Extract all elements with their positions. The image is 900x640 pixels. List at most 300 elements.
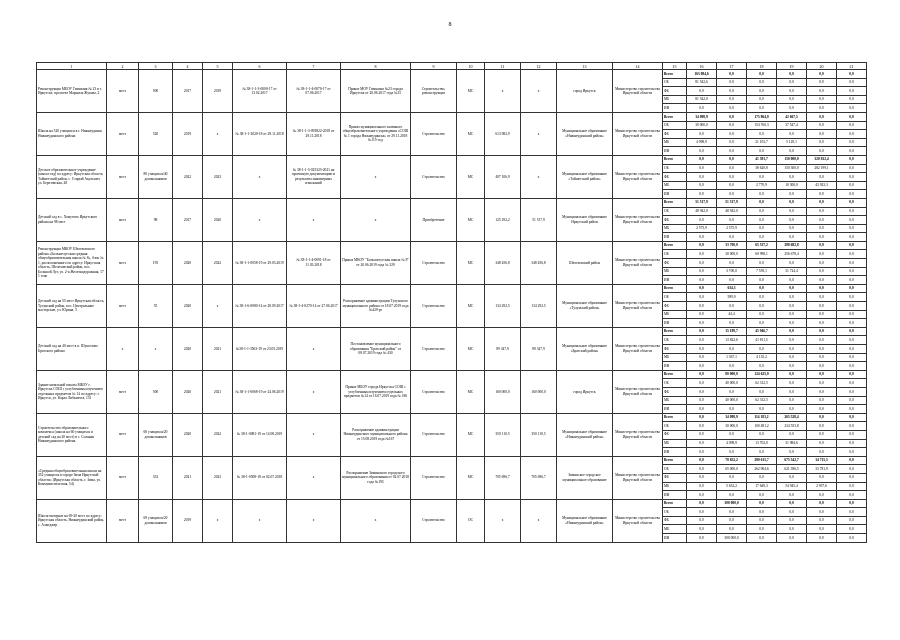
funding-value: 0,0 [717,516,747,525]
funding-value: 0,0 [717,121,747,130]
cell-c14: Министерство строительства Иркутской области [613,499,663,542]
funding-value: 34 715,5 [807,456,837,465]
funding-value: 288 682,8 [777,241,807,250]
funding-source: ИИ [663,276,687,285]
funding-value: 0,0 [777,379,807,388]
funding-value: 0,0 [837,302,867,311]
funding-value: 0,0 [837,181,867,190]
cell-c6: х [233,499,287,542]
table-body [37,63,867,543]
funding-value: 4 098,9 [687,138,717,147]
funding-value: 0,0 [807,387,837,396]
funding-source: ФБ [663,173,687,182]
funding-source: МБ [663,267,687,276]
funding-value: 0,0 [777,525,807,534]
funding-value: 0,0 [807,190,837,199]
column-header: 20 [807,63,837,70]
cell-c6: № 38-1-6-0080-14 от 28.09.2017 [233,284,287,327]
funding-value: 31 724,4 [777,267,807,276]
funding-value: 0,0 [717,181,747,190]
funding-value: 0,0 [777,95,807,104]
cell-c7: х [287,370,341,413]
funding-value: 0,0 [717,345,747,354]
funding-value: 0,0 [807,525,837,534]
funding-value: 0,0 [837,413,867,422]
funding-value: 0,0 [837,112,867,121]
funding-value: 34 098,9 [687,112,717,121]
cell-c4: 2020 [173,284,203,327]
cell-c4: 2021 [173,456,203,499]
funding-value: 0,0 [807,370,837,379]
funding-value: 300 000,0 [717,534,747,543]
funding-value: 0,0 [747,473,777,482]
funding-value: 65 537,2 [747,241,777,250]
funding-value: 0,0 [717,70,747,79]
funding-value: 0,0 [687,104,717,113]
funding-value: 48 942,0 [717,207,747,216]
funding-value: 0,0 [777,396,807,405]
cell-c8: Распоряжение администрации Нижнеудинского муниципального района от 15.08.2019 года №167 [341,413,411,456]
cell-c4: 2022 [173,155,203,198]
funding-source: Всего [663,284,687,293]
funding-value: 10 300,0 [777,181,807,190]
funding-value: 0,0 [837,345,867,354]
funding-value: 0,0 [807,250,837,259]
cell-c4: 2020 [173,370,203,413]
funding-value: 0,0 [807,138,837,147]
cell-c9: Приобретение [411,198,457,241]
table-row [37,284,867,293]
cell-c9: Строительство [411,413,457,456]
funding-value: 0,0 [807,78,837,87]
funding-value: 0,0 [837,370,867,379]
funding-value: 0,0 [747,147,777,156]
cell-c14: Министерство строительства Иркутской области [613,370,663,413]
funding-source: ФБ [663,87,687,96]
column-header: 1 [37,63,107,70]
funding-value: 0,0 [777,370,807,379]
funding-value: 0,0 [687,302,717,311]
column-header: 12 [521,63,557,70]
cell-c5: 2021 [203,370,233,413]
funding-value: 0,0 [777,276,807,285]
funding-source: ФБ [663,516,687,525]
cell-c4: 2017 [173,70,203,113]
funding-value: 0,0 [747,345,777,354]
funding-value: 0,0 [807,233,837,242]
funding-value: 0,0 [747,525,777,534]
funding-value: 0,0 [837,190,867,199]
funding-value: 0,0 [717,233,747,242]
funding-value: 4 098,9 [717,439,747,448]
funding-source: ФБ [663,259,687,268]
funding-value: 37 547,4 [777,121,807,130]
funding-value: 154 760,3 [747,121,777,130]
funding-value: 0,0 [687,87,717,96]
funding-value: 0,0 [807,241,837,250]
funding-value: 40 000,0 [717,379,747,388]
cell-c10: МС [457,112,485,155]
funding-source: ФБ [663,387,687,396]
column-header: 17 [717,63,747,70]
funding-value: 0,0 [807,207,837,216]
cell-c13: Муниципальное образование «Нижнеудинский район» [557,112,613,155]
column-header: 2 [107,63,139,70]
funding-value: 2 575,9 [717,224,747,233]
cell-c6: № 38-1-0508-18 от 02.07.2018 [233,456,287,499]
funding-value: 0,0 [837,319,867,328]
funding-value: 0,0 [687,276,717,285]
funding-value: 0,0 [807,95,837,104]
funding-value: 0,0 [837,499,867,508]
funding-value: 0,0 [837,396,867,405]
funding-value: 0,0 [747,362,777,371]
cell-c9: Строительство [411,241,457,284]
funding-value: 0,0 [837,353,867,362]
funding-value: 0,0 [837,276,867,285]
cell-c9: Строительство, реконструкция [411,70,457,113]
cell-c4: 2017 [173,198,203,241]
funding-value: 0,0 [807,439,837,448]
cell-c3: 80 учащихся/40 дошкольников [139,155,173,198]
cell-c12: 705 696,7 [521,456,557,499]
cell-c9: Строительство [411,284,457,327]
funding-value: 0,0 [687,379,717,388]
funding-value: 0,0 [837,207,867,216]
cell-c8: х [341,499,411,542]
funding-value: 0,0 [807,353,837,362]
funding-source: ФБ [663,473,687,482]
cell-c5: х [203,499,233,542]
funding-value: 0,0 [747,70,777,79]
funding-value: 60 998,1 [747,250,777,259]
cell-c5: х [203,112,233,155]
funding-value: 0,0 [717,508,747,517]
funding-value: 0,0 [747,104,777,113]
funding-value: 0,0 [807,302,837,311]
funding-value: 0,0 [687,456,717,465]
funding-source: Всего [663,112,687,121]
funding-value: 0,0 [687,362,717,371]
cell-c6: № 38-1-1-3020-18 от 29.11.2018 [233,112,287,155]
cell-c14: Министерство строительства Иркутской области [613,413,663,456]
funding-value: 0,0 [777,491,807,500]
cell-c11: 407 106,9 [485,155,521,198]
funding-value: 34 098,9 [717,413,747,422]
column-header: 11 [485,63,521,70]
funding-source: ИИ [663,190,687,199]
funding-value: 0,0 [837,439,867,448]
funding-value: 0,0 [837,70,867,79]
funding-value: 3 700,0 [717,267,747,276]
funding-value: 0,0 [687,413,717,422]
cell-c13: Муниципальное образование Иркутский район [557,198,613,241]
funding-value: 0,0 [837,241,867,250]
funding-value: 0,0 [807,216,837,225]
funding-source: ИИ [663,104,687,113]
cell-c3: 500 [139,370,173,413]
funding-value: 0,0 [807,422,837,431]
funding-source: ИИ [663,405,687,414]
cell-c2: мест [107,370,139,413]
funding-value: 0,0 [837,95,867,104]
funding-value: 54 945,4 [777,482,807,491]
cell-c4: 2019 [173,499,203,542]
funding-value: 5 652,2 [717,482,747,491]
funding-value: 0,0 [747,78,777,87]
funding-value: 0,0 [807,224,837,233]
funding-value: 0,0 [777,293,807,302]
cell-c8: Приказ МОУ Гимназия №23 города Иркутска от 20.06.2017 года №15 [341,70,411,113]
funding-source: Всего [663,370,687,379]
funding-value: 0,0 [777,224,807,233]
funding-value: 0,0 [687,516,717,525]
funding-source: ОБ [663,465,687,474]
table-row [37,70,867,79]
funding-value: 0,0 [837,130,867,139]
funding-value: 0,0 [717,387,747,396]
funding-value: 0,0 [837,327,867,336]
cell-c4: 2020 [173,413,203,456]
cell-c10: МС [457,241,485,284]
cell-c12: 350 110,5 [521,413,557,456]
funding-source: МБ [663,396,687,405]
funding-value: 0,0 [837,259,867,268]
funding-source: ИИ [663,491,687,500]
funding-value: 0,0 [717,130,747,139]
cell-c7: № 38-1-1-3-025323-2021 на проектную документацию и результаты инженерных изысканий [287,155,341,198]
cell-c11: х [485,70,521,113]
funding-value: 2 575,9 [687,224,717,233]
funding-source: ФБ [663,216,687,225]
cell-c12: 89 347,9 [521,327,557,370]
funding-source: ОБ [663,207,687,216]
funding-source: МБ [663,439,687,448]
funding-value: 0,0 [717,473,747,482]
funding-value: 0,0 [777,508,807,517]
cell-c10: МС [457,284,485,327]
funding-value: 0,0 [747,387,777,396]
cell-c14: Министерство строительства Иркутской области [613,198,663,241]
funding-value: 0,0 [807,327,837,336]
funding-value: 0,0 [687,284,717,293]
funding-source: ОБ [663,379,687,388]
funding-value: 150 000,0 [777,155,807,164]
funding-value: 175 864,0 [747,112,777,121]
cell-c4: 2019 [173,112,203,155]
cell-c11: 160 000,0 [485,370,521,413]
table-row [37,198,867,207]
column-header: 16 [687,63,717,70]
funding-value: 0,0 [777,207,807,216]
funding-value: 44,4 [717,310,747,319]
funding-source: ОБ [663,293,687,302]
funding-source: ОБ [663,78,687,87]
funding-value: 0,0 [777,336,807,345]
cell-c2: мест [107,284,139,327]
funding-source: ОБ [663,164,687,173]
column-header: 6 [233,63,287,70]
cell-c8: Приказ муниципального казенного общеобразовательного учреждения «СОШ № 1 города Нижнеудинска» от 29.11.2018 №115-осд [341,112,411,155]
funding-value: 0,0 [837,430,867,439]
funding-source: ФБ [663,130,687,139]
funding-value: 0,0 [747,491,777,500]
cell-c14: Министерство строительства Иркутской области [613,327,663,370]
column-header: 14 [613,63,663,70]
cell-c14: Министерство строительства Иркутской области [613,70,663,113]
funding-value: 0,0 [687,293,717,302]
funding-value: 100 481,2 [747,422,777,431]
funding-value: 0,0 [777,173,807,182]
funding-value: 0,0 [777,353,807,362]
funding-value: 30 000,0 [717,250,747,259]
funding-value: 0,0 [717,173,747,182]
funding-value: 0,0 [747,284,777,293]
funding-value: 163 084,6 [687,70,717,79]
funding-value: 0,0 [687,233,717,242]
cell-c7: х [287,327,341,370]
funding-value: 0,0 [807,147,837,156]
cell-c2: мест [107,456,139,499]
funding-value: 0,0 [837,224,867,233]
funding-source: ИИ [663,233,687,242]
cell-c11: 350 110,5 [485,413,521,456]
funding-value: 13 822,6 [717,336,747,345]
funding-value: 0,0 [837,233,867,242]
funding-value: 0,0 [777,534,807,543]
funding-value: 0,0 [747,224,777,233]
funding-value: 0,0 [777,430,807,439]
funding-value: 124 625,0 [747,370,777,379]
cell-c3: 69 учащихся/20 дошкольников [139,499,173,542]
funding-source: ИИ [663,147,687,156]
column-header: 18 [747,63,777,70]
cell-c8: Распоряжение администрации Тулунского муниципального района от 18.07.2019 года №429-рг [341,284,411,327]
funding-value: 0,0 [747,310,777,319]
cell-c6: № 38-1-1-0068-19 от 24.06.2019 [233,370,287,413]
funding-value: 81 542,6 [687,78,717,87]
funding-value: 0,0 [837,293,867,302]
funding-value: 0,0 [837,534,867,543]
cell-c13: Зиминское городское муниципальное образование [557,456,613,499]
cell-c10: МС [457,327,485,370]
funding-source: ОБ [663,121,687,130]
funding-value: 0,0 [807,130,837,139]
column-header: 4 [173,63,203,70]
column-header: 7 [287,63,341,70]
column-header: 9 [411,63,457,70]
funding-value: 0,0 [807,70,837,79]
cell-c7: х [287,456,341,499]
funding-value: 0,0 [837,508,867,517]
cell-c1: Реконструкция МБОУ Гимназия № 23 в г. Иркутске, проспект Маршала Жукова, 2 [37,70,107,113]
funding-value: 0,0 [687,422,717,431]
funding-value: 0,0 [717,104,747,113]
funding-source: ФБ [663,430,687,439]
funding-source: МБ [663,310,687,319]
cell-c3: 195 [139,241,173,284]
funding-value: 0,0 [687,491,717,500]
funding-value: 0,0 [747,198,777,207]
funding-value: 0,0 [687,448,717,457]
funding-source: ИИ [663,362,687,371]
cell-c12: 160 000,0 [521,370,557,413]
funding-value: 0,0 [687,147,717,156]
funding-value: 280 615,7 [747,456,777,465]
cell-c6: № 38-1-0081-19 от 14.08.2019 [233,413,287,456]
funding-value: 0,0 [747,95,777,104]
funding-value: 589,9 [717,293,747,302]
cell-c1: Детское образовательное учреждение (школа-сад) по адресу: Иркутская область, Тайшетский район, с. Старый Акульшет, ул. Березовская, 28 [37,155,107,198]
funding-value: 0,0 [837,516,867,525]
funding-value: 0,0 [687,216,717,225]
funding-value: 0,0 [837,448,867,457]
funding-value: 0,0 [717,78,747,87]
funding-value: 0,0 [837,379,867,388]
funding-value: 0,0 [747,173,777,182]
cell-c3: 60 учащихся/20 дошкольников [139,413,173,456]
funding-value: 634,3 [717,284,747,293]
cell-c1: Здание начальной школы МБОУ г. Иркутска СОШ с углубленным изучением отдельных предметов № 14 по адресу: г. Иркутск, ул. Карла Либкнехта, 131 [37,370,107,413]
cell-c7: № 38-1-1-3-093822-2018 от 29.11.2018 [287,112,341,155]
funding-source: ОБ [663,336,687,345]
funding-value: 33 781,9 [807,465,837,474]
cell-c5: х [203,284,233,327]
funding-value: 70 652,2 [717,456,747,465]
funding-value: 0,0 [777,284,807,293]
funding-value: 30 000,0 [717,422,747,431]
funding-source: ОБ [663,250,687,259]
funding-value: 0,0 [687,439,717,448]
funding-value: 2 957,6 [807,482,837,491]
funding-value: 5 120,1 [777,138,807,147]
funding-value: 0,0 [837,491,867,500]
funding-value: 0,0 [837,250,867,259]
funding-value: 65 000,0 [717,465,747,474]
cell-c7: № 38-1-1-4-0091-18 от 11.03.2018 [287,241,341,284]
funding-source: МБ [663,482,687,491]
funding-value: 0,0 [807,534,837,543]
funding-value: 45 946,7 [747,327,777,336]
cell-c9: Строительство [411,499,457,542]
funding-value: 0,0 [807,104,837,113]
funding-value: 0,0 [807,345,837,354]
cell-c10: МС [457,413,485,456]
funding-value: 0,0 [747,293,777,302]
funding-value: 0,0 [747,499,777,508]
funding-value: 0,0 [687,482,717,491]
cell-c2: мест [107,241,139,284]
cell-c10: МС [457,370,485,413]
funding-value: 0,0 [747,207,777,216]
funding-value: 0,0 [807,267,837,276]
cell-c1: Детский сад на 55 мест Иркутская область, Тулунский район, пос. Центральные мастерские, ул. Юрина, 3 [37,284,107,327]
funding-value: 0,0 [687,319,717,328]
funding-value: 0,0 [687,473,717,482]
funding-value: 675 542,7 [777,456,807,465]
funding-value: 0,0 [777,216,807,225]
funding-source: ОБ [663,422,687,431]
funding-value: 0,0 [687,370,717,379]
funding-source: ФБ [663,345,687,354]
funding-value: 320 922,4 [807,155,837,164]
cell-c13: город Иркутск [557,70,613,113]
cell-c11: 613 082,9 [485,112,521,155]
funding-value: 0,0 [777,70,807,79]
cell-c10: МС [457,70,485,113]
funding-value: 0,0 [747,405,777,414]
cell-c13: Муниципальное образование «Нижнеудинский район» [557,413,613,456]
